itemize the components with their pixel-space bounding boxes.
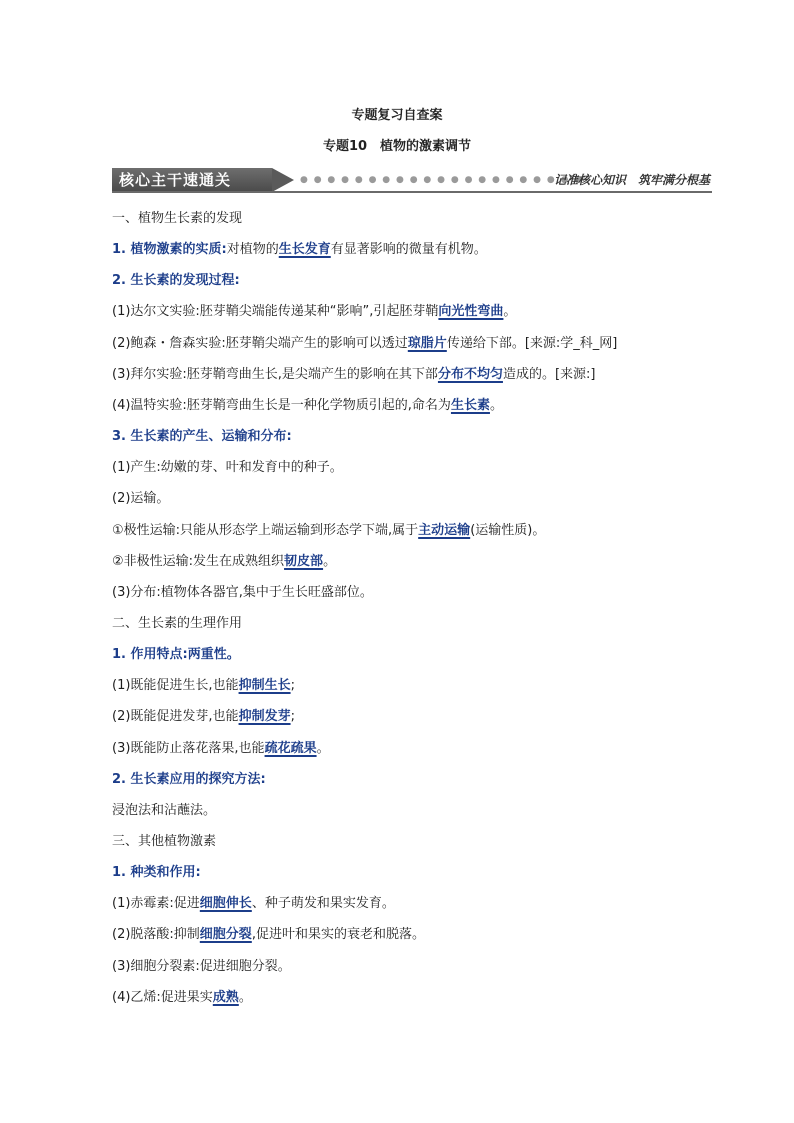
body-text: 传递给下部。[来源:学_科_网]: [446, 335, 618, 351]
text-line: [112, 923, 425, 942]
answer-fill-text: 向光性弯曲: [438, 304, 504, 320]
subheading-text: 1. 种类和作用:: [112, 865, 201, 881]
answer-fill-text: 细胞分裂: [199, 927, 252, 943]
banner-arrow-icon: [272, 168, 294, 192]
answer-fill-text: 成熟: [212, 989, 239, 1005]
body-text: (2)脱落酸:抑制: [112, 927, 200, 943]
body-text: 。: [316, 740, 330, 756]
answer-fill-text: 生长发育: [278, 242, 331, 258]
section-heading: 一、植物生长素的发现: [112, 211, 243, 226]
answer-fill-text: 生长素: [450, 397, 490, 413]
text-line: [112, 830, 216, 849]
text-line: [112, 581, 373, 600]
section-heading: 三、其他植物激素: [112, 834, 217, 849]
body-text: (2)运输。: [112, 491, 170, 507]
body-text: (1)产生:幼嫩的芽、叶和发育中的种子。: [112, 460, 343, 476]
answer-fill-text: 分布不均匀: [437, 366, 503, 382]
body-text: ;: [290, 678, 295, 694]
body-text: (2)既能促进发芽,也能: [112, 709, 239, 725]
body-text: (3)细胞分裂素:促进细胞分裂。: [112, 958, 291, 974]
text-line: [112, 550, 336, 569]
answer-fill-text: 细胞伸长: [199, 896, 252, 912]
text-line: [112, 986, 252, 1005]
banner-divider: [112, 191, 712, 193]
text-line: [112, 519, 545, 538]
body-text: (4)乙烯:促进果实: [112, 989, 213, 1005]
text-line: [112, 892, 395, 911]
body-text: 有显著影响的微量有机物。: [330, 242, 487, 258]
body-text: 。: [323, 553, 337, 569]
document-title: 专题复习自查案: [351, 108, 443, 123]
body-text: 造成的。[来源:]: [502, 366, 596, 382]
text-line: [112, 456, 343, 475]
text-line: [112, 269, 240, 288]
body-text: (3)既能防止落花落果,也能: [112, 740, 265, 756]
body-text: 对植物的: [226, 242, 279, 258]
body-text: 浸泡法和沾蘸法。: [112, 802, 217, 818]
body-text: (1)既能促进生长,也能: [112, 678, 239, 694]
text-line: [112, 238, 487, 257]
body-text: (运输性质)。: [470, 522, 546, 538]
body-text: (1)达尔文实验:胚芽鞘尖端能传递某种“影响”,引起胚芽鞘: [112, 304, 439, 320]
body-text: (3)分布:植物体各器官,集中于生长旺盛部位。: [112, 584, 373, 600]
subheading-text: 2. 生长素应用的探究方法:: [112, 771, 266, 787]
text-line: [112, 487, 169, 506]
body-text: 、种子萌发和果实发育。: [251, 896, 395, 912]
text-line: [112, 207, 242, 226]
answer-fill-text: 主动运输: [418, 522, 471, 538]
subheading-text: 1. 作用特点:两重性。: [112, 647, 240, 663]
answer-fill-text: 琼脂片: [407, 335, 447, 351]
body-text: (2)鲍森・詹森实验:胚芽鞘尖端产生的影响可以透过: [112, 335, 408, 351]
body-text: 。: [489, 397, 503, 413]
text-line: [112, 425, 292, 444]
answer-fill-text: 疏花疏果: [264, 740, 317, 756]
body-text: ①极性运输:只能从形态学上端运输到形态学下端,属于: [112, 522, 419, 538]
text-line: [112, 674, 295, 693]
banner-slogan: 记准核心知识 筑牢满分根基: [553, 173, 710, 187]
subheading-text: 3. 生长素的产生、运输和分布:: [112, 429, 292, 445]
body-text: (3)拜尔实验:胚芽鞘弯曲生长,是尖端产生的影响在其下部: [112, 366, 438, 382]
document-subtitle: 专题10 植物的激素调节: [322, 139, 472, 154]
subheading-text: 1. 植物激素的实质:: [112, 242, 227, 258]
text-line: [112, 799, 216, 818]
subheading-text: 2. 生长素的发现过程:: [112, 273, 240, 289]
text-line: [112, 394, 503, 413]
text-line: [112, 768, 266, 787]
text-line: [112, 332, 617, 351]
answer-fill-text: 韧皮部: [284, 553, 324, 569]
body-text: (1)赤霉素:促进: [112, 896, 200, 912]
body-text: ②非极性运输:发生在成熟组织: [112, 553, 285, 569]
text-line: [112, 737, 330, 756]
banner-tag: 核心主干速通关: [112, 168, 272, 192]
text-line: [112, 643, 240, 662]
text-line: [112, 612, 242, 631]
text-line: [112, 705, 295, 724]
body-text: ,促进叶和果实的衰老和脱落。: [251, 927, 425, 943]
body-text: 。: [238, 989, 252, 1005]
text-line: [112, 955, 291, 974]
text-line: [112, 363, 595, 382]
section-banner: [112, 168, 712, 192]
banner-dots: ● ● ● ● ● ● ● ● ● ● ● ● ● ● ● ● ● ● ● ● ●: [300, 175, 584, 185]
text-line: [112, 861, 201, 880]
body-text: ;: [290, 709, 295, 725]
body-text: 。: [503, 304, 517, 320]
body-text: (4)温特实验:胚芽鞘弯曲生长是一种化学物质引起的,命名为: [112, 397, 451, 413]
text-line: [112, 300, 516, 319]
answer-fill-text: 抑制发芽: [238, 709, 291, 725]
section-heading: 二、生长素的生理作用: [112, 615, 243, 631]
answer-fill-text: 抑制生长: [238, 678, 291, 694]
